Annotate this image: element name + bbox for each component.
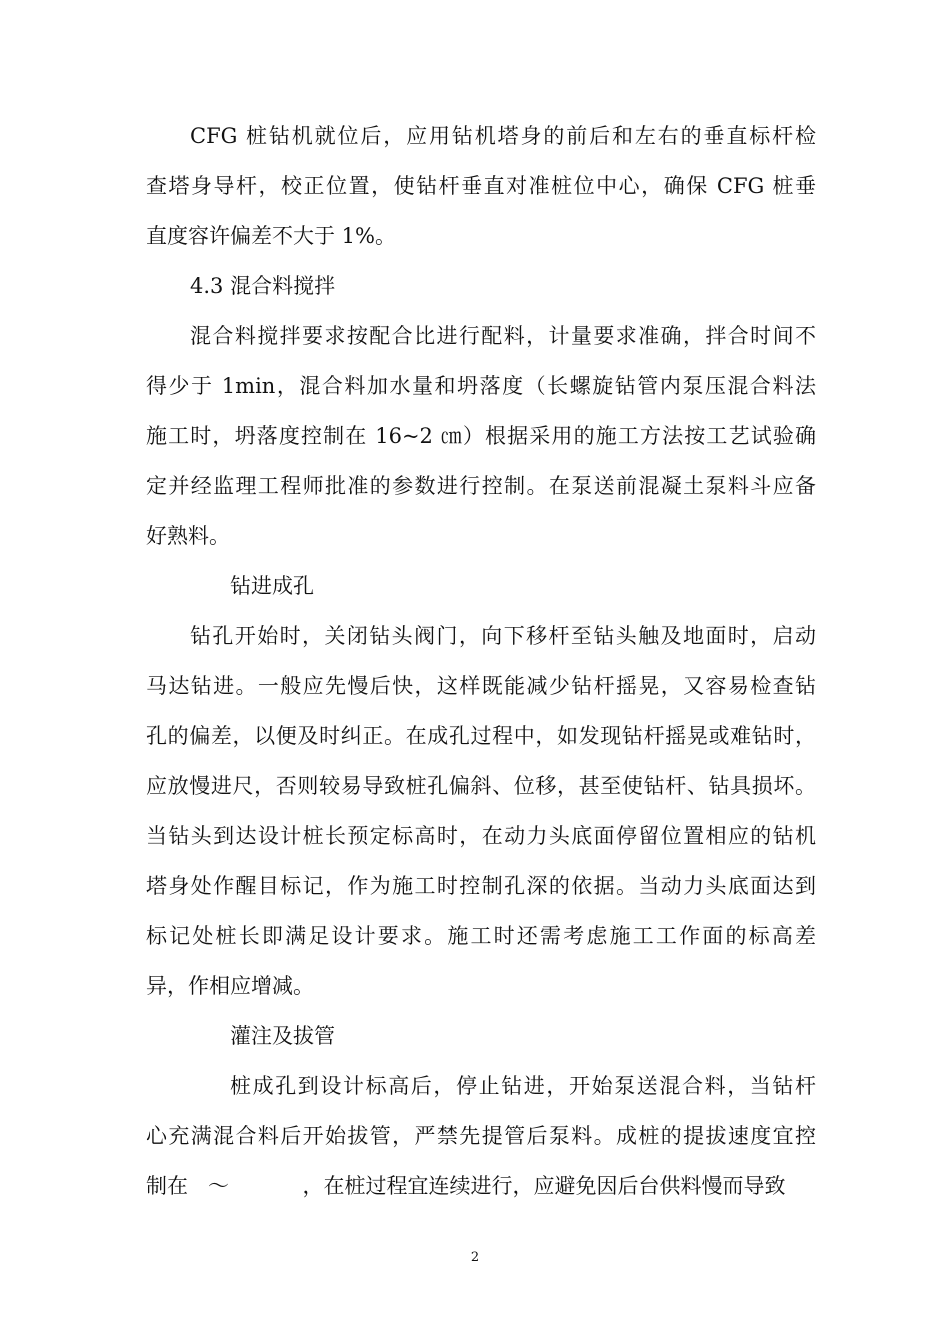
paragraph-line: 异，作相应增减。 xyxy=(146,974,314,998)
paragraph-line: 直度容许偏差不大于 1%。 xyxy=(146,224,396,248)
paragraph-line: 施工时，坍落度控制在 16~2 ㎝）根据采用的施工方法按工艺试验确 xyxy=(146,424,816,448)
paragraph-line: 查塔身导杆，校正位置，使钻杆垂直对准桩位中心，确保 CFG 桩垂 xyxy=(146,174,816,198)
paragraph-line: 孔的偏差，以便及时纠正。在成孔过程中，如发现钻杆摇晃或难钻时， xyxy=(146,724,816,748)
paragraph-line: 钻孔开始时，关闭钻头阀门，向下移杆至钻头触及地面时，启动 xyxy=(190,624,816,648)
page-number: 2 xyxy=(470,1250,480,1265)
paragraph-line: 定并经监理工程师批准的参数进行控制。在泵送前混凝土泵料斗应备 xyxy=(146,474,816,498)
paragraph-line: 制在 ～ ，在桩过程宜连续进行，应避免因后台供料慢而导致 xyxy=(146,1174,786,1198)
section-heading: 钻进成孔 xyxy=(230,574,314,598)
paragraph-line: 当钻头到达设计桩长预定标高时，在动力头底面停留位置相应的钻机 xyxy=(146,824,816,848)
paragraph-line: 桩成孔到设计标高后，停止钻进，开始泵送混合料，当钻杆 xyxy=(230,1074,816,1098)
paragraph-line: 心充满混合料后开始拔管，严禁先提管后泵料。成桩的提拔速度宜控 xyxy=(146,1124,816,1148)
paragraph-line: CFG 桩钻机就位后，应用钻机塔身的前后和左右的垂直标杆检 xyxy=(190,124,816,148)
paragraph-line: 标记处桩长即满足设计要求。施工时还需考虑施工工作面的标高差 xyxy=(146,924,816,948)
paragraph-line: 好熟料。 xyxy=(146,524,230,548)
paragraph-line: 得少于 1min，混合料加水量和坍落度（长螺旋钻管内泵压混合料法 xyxy=(146,374,816,398)
paragraph-line: 应放慢进尺，否则较易导致桩孔偏斜、位移，甚至使钻杆、钻具损坏。 xyxy=(146,774,816,798)
paragraph-line: 混合料搅拌要求按配合比进行配料，计量要求准确，拌合时间不 xyxy=(190,324,816,348)
section-heading: 灌注及拔管 xyxy=(230,1024,335,1048)
section-heading: 4.3 混合料搅拌 xyxy=(190,274,336,298)
paragraph-line: 塔身处作醒目标记，作为施工时控制孔深的依据。当动力头底面达到 xyxy=(146,874,816,898)
paragraph-line: 马达钻进。一般应先慢后快，这样既能减少钻杆摇晃，又容易检查钻 xyxy=(146,674,816,698)
